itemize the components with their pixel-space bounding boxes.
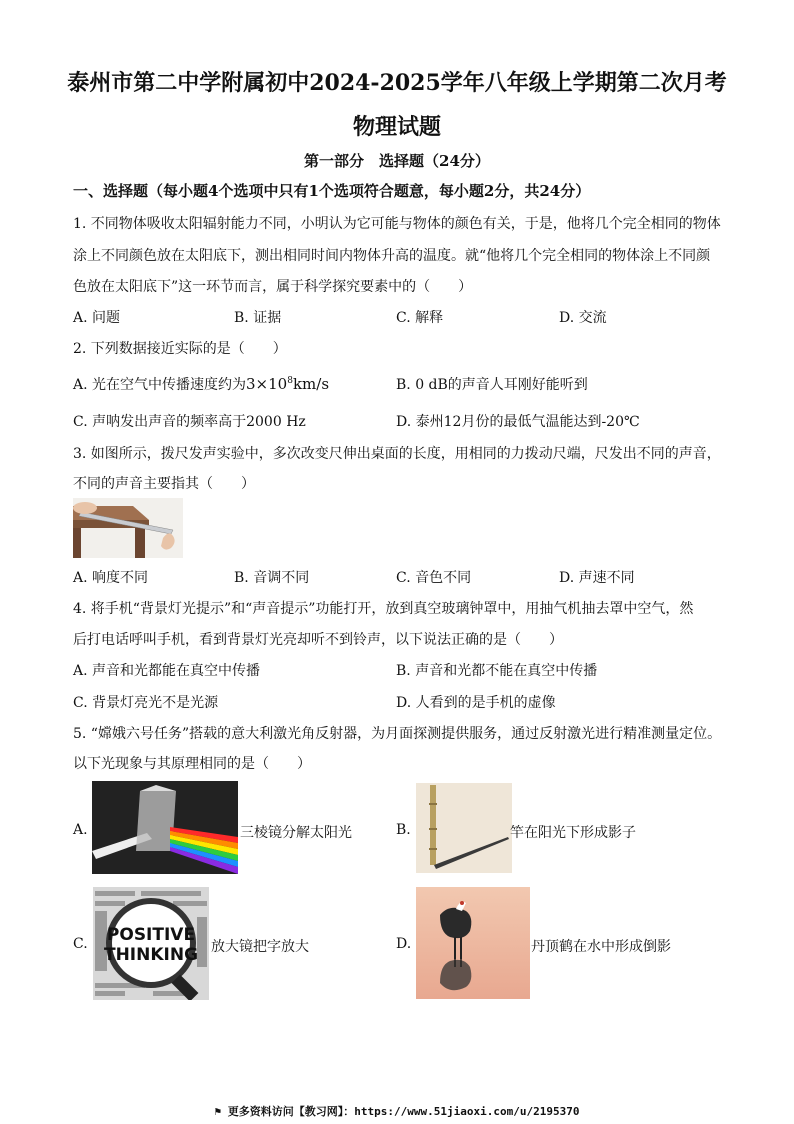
q3-option-d[interactable]: D. 声速不同: [559, 570, 635, 586]
q1-option-c[interactable]: C. 解释: [396, 310, 444, 326]
q4-option-b[interactable]: B. 声音和光都不能在真空中传播: [396, 663, 598, 679]
q2-option-a[interactable]: [73, 374, 329, 394]
q4-stem-line2: 后打电话呼叫手机，看到背景灯光亮却听不到铃声，以下说法正确的是（ ）: [73, 632, 563, 648]
q2-option-c[interactable]: C. 声呐发出声音的频率高于2000 Hz: [73, 414, 306, 430]
magnifier-word-1: POSITIVE: [106, 925, 196, 945]
q4-option-d[interactable]: D. 人看到的是手机的虚像: [396, 695, 556, 711]
q5-option-a-letter[interactable]: A.: [73, 822, 88, 838]
exam-subtitle: 物理试题: [352, 114, 441, 140]
exam-title: 泰州市第二中学附属初中2024-2025学年八年级上学期第二次月考: [67, 70, 727, 96]
q2-option-b[interactable]: B. 0 dB的声音人耳刚好能听到: [396, 377, 588, 393]
q1-option-b[interactable]: B. 证据: [234, 310, 282, 326]
flag-icon: ⚑: [214, 1105, 228, 1118]
q3-stem-line2: 不同的声音主要指其（ ）: [73, 476, 255, 492]
q3-option-b[interactable]: B. 音调不同: [234, 570, 310, 586]
q5-option-d-text[interactable]: 丹顶鹤在水中形成倒影: [531, 939, 671, 955]
q3-option-c[interactable]: C. 音色不同: [396, 570, 472, 586]
q2-option-a-number: 3×10: [246, 375, 288, 393]
footer-link[interactable]: [0, 1103, 794, 1119]
magnifier-text-image: [93, 887, 209, 1000]
q4-stem-line1: 4. 将手机“背景灯光提示”和“声音提示”功能打开，放到真空玻璃钟罩中，用抽气机抽去罩中空气，然: [73, 601, 694, 617]
crane-reflection-image: [416, 887, 530, 999]
q5-option-c-letter[interactable]: C.: [73, 936, 88, 952]
q2-option-a-text: A. 光在空气中传播速度约为: [73, 377, 247, 393]
magnifier-word-2: THINKING: [103, 945, 199, 965]
q3-option-a[interactable]: A. 响度不同: [73, 570, 149, 586]
ruler-on-table-figure: [73, 498, 183, 558]
q2-option-a-exponent: 8: [287, 376, 293, 386]
q5-option-c-text[interactable]: 放大镜把字放大: [211, 939, 309, 955]
q5-option-a-text[interactable]: 三棱镜分解太阳光: [240, 825, 352, 841]
q2-option-d[interactable]: D. 泰州12月份的最低气温能达到-20℃: [396, 414, 640, 430]
q2-option-a-unit: km/s: [292, 375, 330, 393]
q4-option-c[interactable]: C. 背景灯亮光不是光源: [73, 695, 219, 711]
section-header: 第一部分 选择题（24分）: [304, 152, 490, 170]
q1-option-d[interactable]: D. 交流: [559, 310, 607, 326]
q5-stem-line2: 以下光现象与其原理相同的是（ ）: [73, 756, 311, 772]
q5-option-b-letter[interactable]: B.: [396, 822, 411, 838]
q1-stem-line2: 涂上不同颜色放在太阳底下，测出相同时间内物体升高的温度。就“他将几个完全相同的物体涂上不同颜: [73, 248, 711, 264]
q2-stem: 2. 下列数据接近实际的是（ ）: [73, 341, 287, 357]
q4-option-a[interactable]: A. 声音和光都能在真空中传播: [73, 663, 261, 679]
q3-stem-line1: 3. 如图所示，拨尺发声实验中，多次改变尺伸出桌面的长度，用相同的力拨动尺端，尺发出不同的声音，: [73, 446, 721, 462]
footer-text: 更多资料访问【教习网】：https://www.51jiaoxi.com/u/2195370: [227, 1105, 580, 1118]
q1-stem-line3: 色放在太阳底下”这一环节而言，属于科学探究要素中的（ ）: [73, 279, 473, 295]
q5-stem-line1: 5. “嫦娥六号任务”搭载的意大利激光角反射器，为月面探测提供服务，通过反射激光进行精准测量定位。: [73, 726, 722, 742]
q5-option-b-text[interactable]: 竿在阳光下形成影子: [510, 825, 636, 841]
question-group-heading: 一、选择题（每小题4个选项中只有1个选项符合题意，每小题2分，共24分）: [73, 182, 591, 200]
q1-stem-line1: 1. 不同物体吸收太阳辐射能力不同，小明认为它可能与物体的颜色有关，于是，他将几个完全相同的物体: [73, 216, 721, 232]
q5-option-d-letter[interactable]: D.: [396, 936, 412, 952]
q1-option-a[interactable]: A. 问题: [73, 310, 121, 326]
prism-dispersion-image: [92, 781, 238, 874]
pole-shadow-image: [416, 783, 512, 873]
